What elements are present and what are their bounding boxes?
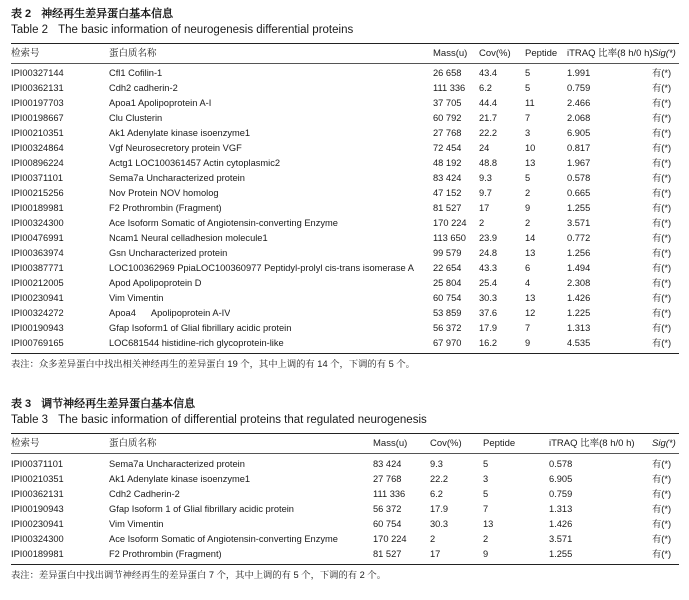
cell-accession: IPI00324300 <box>11 534 64 544</box>
cell-peptide: 6 <box>525 263 531 273</box>
cell-accession: IPI00189981 <box>11 549 64 559</box>
cell-mass: 56 372 <box>433 323 462 333</box>
cell-peptide: 2 <box>525 218 531 228</box>
cell-mass: 53 859 <box>433 308 462 318</box>
cell-protein-name: Gfap Isoform 1 of Glial fibrillary acidic protein <box>109 504 294 514</box>
cell-sig: 有(*) <box>652 188 672 198</box>
cell-cov: 9.3 <box>479 173 492 183</box>
cell-itraq-ratio: 1.426 <box>549 519 573 529</box>
cell-itraq-ratio: 6.905 <box>549 474 573 484</box>
cell-peptide: 9 <box>483 549 489 559</box>
table-2-caption-en: The basic information of neurogenesis differential proteins <box>58 24 354 36</box>
cell-sig: 有(*) <box>652 459 672 469</box>
cell-mass: 67 970 <box>433 338 462 348</box>
table-row <box>11 96 679 111</box>
header-itraq: iTRAQ 比率(8 h/0 h) <box>567 48 653 59</box>
header-peptide: Peptide <box>483 438 516 449</box>
table-3-caption-en: The basic information of differential proteins that regulated neurogenesis <box>58 414 427 426</box>
cell-itraq-ratio: 1.313 <box>549 504 573 514</box>
header-sig: Sig(*) <box>652 438 676 449</box>
cell-cov: 2 <box>479 218 485 228</box>
cell-mass: 22 654 <box>433 263 462 273</box>
cell-cov: 22.2 <box>479 128 498 138</box>
table-3-bottom-rule <box>11 564 679 565</box>
table-row <box>11 231 679 246</box>
cell-cov: 44.4 <box>479 98 498 108</box>
header-accession: 检索号 <box>11 438 40 449</box>
cell-accession: IPI00198667 <box>11 113 64 123</box>
cell-cov: 22.2 <box>430 474 449 484</box>
cell-itraq-ratio: 1.256 <box>567 248 591 258</box>
cell-sig: 有(*) <box>652 338 672 348</box>
cell-peptide: 11 <box>525 98 535 108</box>
table-row <box>11 201 679 216</box>
cell-sig: 有(*) <box>652 308 672 318</box>
cell-accession: IPI00210351 <box>11 128 64 138</box>
cell-accession: IPI00324864 <box>11 143 64 153</box>
header-protein-name: 蛋白质名称 <box>109 48 157 59</box>
cell-accession: IPI00210351 <box>11 474 64 484</box>
cell-sig: 有(*) <box>652 98 672 108</box>
cell-cov: 30.3 <box>430 519 449 529</box>
cell-protein-name: LOC100362969 PpiaLOC100360977 Peptidyl-prolyl cis-trans isomerase A <box>109 263 414 273</box>
cell-mass: 72 454 <box>433 143 462 153</box>
cell-itraq-ratio: 1.225 <box>567 308 591 318</box>
cell-sig: 有(*) <box>652 203 672 213</box>
cell-accession: IPI00212005 <box>11 278 64 288</box>
table-row <box>11 66 679 81</box>
table-row <box>11 276 679 291</box>
table-3-header-row <box>11 434 679 453</box>
cell-cov: 9.3 <box>430 459 443 469</box>
table-row <box>11 141 679 156</box>
cell-itraq-ratio: 0.578 <box>567 173 591 183</box>
cell-peptide: 4 <box>525 278 531 288</box>
cell-cov: 2 <box>430 534 436 544</box>
table-row <box>11 321 679 336</box>
cell-protein-name: Ace Isoform Somatic of Angiotensin-converting Enzyme <box>109 218 338 228</box>
cell-protein-name: Ak1 Adenylate kinase isoenzyme1 <box>109 128 251 138</box>
cell-peptide: 9 <box>525 338 531 348</box>
cell-peptide: 5 <box>525 68 531 78</box>
cell-mass: 83 424 <box>433 173 462 183</box>
cell-protein-name: Vgf Neurosecretory protein VGF <box>109 143 242 153</box>
cell-accession: IPI00230941 <box>11 293 64 303</box>
cell-protein-name: Nov Protein NOV homolog <box>109 188 219 198</box>
cell-itraq-ratio: 0.578 <box>549 459 573 469</box>
cell-cov: 9.7 <box>479 188 492 198</box>
cell-cov: 25.4 <box>479 278 498 288</box>
header-mass: Mass(u) <box>433 48 468 59</box>
cell-accession: IPI00230941 <box>11 519 64 529</box>
cell-cov: 24 <box>479 143 490 153</box>
cell-peptide: 5 <box>525 83 531 93</box>
table-row <box>11 186 679 201</box>
cell-accession: IPI00363974 <box>11 248 64 258</box>
table-row <box>11 156 679 171</box>
table-row <box>11 261 679 276</box>
table-3-caption-cn: 调节神经再生差异蛋白基本信息 <box>41 398 196 410</box>
cell-protein-name: Clu Clusterin <box>109 113 163 123</box>
cell-cov: 30.3 <box>479 293 498 303</box>
cell-sig: 有(*) <box>652 113 672 123</box>
table-3-title-en <box>11 412 679 428</box>
table-row <box>11 336 679 351</box>
cell-sig: 有(*) <box>652 158 672 168</box>
cell-protein-name: Sema7a Uncharacterized protein <box>109 459 245 469</box>
cell-mass: 47 152 <box>433 188 462 198</box>
cell-protein-name: Gfap Isoform1 of Glial fibrillary acidic protein <box>109 323 292 333</box>
cell-mass: 26 658 <box>433 68 462 78</box>
cell-protein-name: F2 Prothrombin (Fragment) <box>109 549 222 559</box>
cell-accession: IPI00476991 <box>11 233 64 243</box>
table-3-number-cn: 表 3 <box>11 398 32 410</box>
cell-mass: 60 754 <box>433 293 462 303</box>
cell-cov: 24.8 <box>479 248 498 258</box>
header-sig: Sig(*) <box>652 48 676 59</box>
table-row <box>11 472 679 487</box>
table-row <box>11 111 679 126</box>
table-3-note: 表注：差异蛋白中找出调节神经再生的差异蛋白 7 个，其中上调的有 5 个，下调的有 2 个。 <box>11 570 386 580</box>
cell-itraq-ratio: 0.665 <box>567 188 591 198</box>
cell-accession: IPI00327144 <box>11 68 64 78</box>
table-row <box>11 487 679 502</box>
table-row <box>11 246 679 261</box>
table-3-body <box>11 454 679 564</box>
cell-itraq-ratio: 1.494 <box>567 263 591 273</box>
cell-peptide: 14 <box>525 233 536 243</box>
cell-accession: IPI00362131 <box>11 489 64 499</box>
cell-mass: 81 527 <box>373 549 402 559</box>
table-3-number-en: Table 3 <box>11 414 49 426</box>
cell-mass: 48 192 <box>433 158 462 168</box>
cell-peptide: 2 <box>483 534 489 544</box>
cell-mass: 56 372 <box>373 504 402 514</box>
cell-sig: 有(*) <box>652 83 672 93</box>
table-row <box>11 291 679 306</box>
cell-sig: 有(*) <box>652 173 672 183</box>
cell-itraq-ratio: 1.426 <box>567 293 591 303</box>
table-row <box>11 216 679 231</box>
cell-protein-name: Sema7a Uncharacterized protein <box>109 173 245 183</box>
cell-sig: 有(*) <box>652 474 672 484</box>
cell-itraq-ratio: 2.068 <box>567 113 591 123</box>
cell-mass: 111 336 <box>433 83 466 93</box>
cell-cov: 37.6 <box>479 308 498 318</box>
cell-peptide: 10 <box>525 143 536 153</box>
cell-sig: 有(*) <box>652 68 672 78</box>
table-row <box>11 126 679 141</box>
cell-peptide: 7 <box>525 113 531 123</box>
cell-peptide: 5 <box>483 489 489 499</box>
cell-accession: IPI00896224 <box>11 158 64 168</box>
cell-sig: 有(*) <box>652 278 672 288</box>
cell-accession: IPI00362131 <box>11 83 64 93</box>
cell-accession: IPI00371101 <box>11 459 64 469</box>
cell-itraq-ratio: 3.571 <box>567 218 591 228</box>
cell-mass: 60 754 <box>373 519 402 529</box>
cell-itraq-ratio: 0.759 <box>549 489 573 499</box>
table-2-note: 表注：众多差异蛋白中找出相关神经再生的差异蛋白 19 个，其中上调的有 14 个，下调的有 5 个。 <box>11 359 415 369</box>
cell-peptide: 5 <box>525 173 531 183</box>
cell-itraq-ratio: 0.817 <box>567 143 591 153</box>
header-peptide: Peptide <box>525 48 558 59</box>
cell-sig: 有(*) <box>652 233 672 243</box>
table-3 <box>11 397 679 582</box>
cell-protein-name: LOC681544 histidine-rich glycoprotein-like <box>109 338 284 348</box>
cell-accession: IPI00387771 <box>11 263 64 273</box>
cell-accession: IPI00324300 <box>11 218 64 228</box>
cell-accession: IPI00189981 <box>11 203 64 213</box>
cell-mass: 27 768 <box>433 128 462 138</box>
table-2 <box>11 7 679 371</box>
header-protein-name: 蛋白质名称 <box>109 438 157 449</box>
header-cov: Cov(%) <box>430 438 462 449</box>
table-row <box>11 457 679 472</box>
cell-mass: 170 224 <box>433 218 467 228</box>
table-row <box>11 306 679 321</box>
cell-peptide: 13 <box>483 519 494 529</box>
cell-itraq-ratio: 6.905 <box>567 128 591 138</box>
cell-mass: 113 650 <box>433 233 466 243</box>
cell-sig: 有(*) <box>652 263 672 273</box>
cell-itraq-ratio: 1.967 <box>567 158 591 168</box>
table-2-caption-cn: 神经再生差异蛋白基本信息 <box>41 8 174 20</box>
cell-peptide: 2 <box>525 188 531 198</box>
table-row <box>11 517 679 532</box>
cell-sig: 有(*) <box>652 323 672 333</box>
table-2-number-en: Table 2 <box>11 24 49 36</box>
cell-accession: IPI00215256 <box>11 188 64 198</box>
cell-accession: IPI00769165 <box>11 338 64 348</box>
cell-sig: 有(*) <box>652 128 672 138</box>
cell-protein-name: Vim Vimentin <box>109 293 164 303</box>
cell-cov: 43.4 <box>479 68 498 78</box>
cell-protein-name: Ak1 Adenylate kinase isoenzyme1 <box>109 474 251 484</box>
cell-protein-name: Apod Apolipoprotein D <box>109 278 202 288</box>
cell-protein-name: Cdh2 cadherin-2 <box>109 83 178 93</box>
cell-sig: 有(*) <box>652 549 672 559</box>
cell-itraq-ratio: 0.772 <box>567 233 591 243</box>
cell-cov: 43.3 <box>479 263 498 273</box>
cell-protein-name: F2 Prothrombin (Fragment) <box>109 203 222 213</box>
cell-sig: 有(*) <box>652 489 672 499</box>
cell-mass: 111 336 <box>373 489 406 499</box>
cell-cov: 23.9 <box>479 233 498 243</box>
cell-mass: 99 579 <box>433 248 462 258</box>
table-row <box>11 547 679 562</box>
header-accession: 检索号 <box>11 48 40 59</box>
cell-accession: IPI00324272 <box>11 308 64 318</box>
cell-protein-name: Actg1 LOC100361457 Actin cytoplasmic2 <box>109 158 281 168</box>
cell-cov: 6.2 <box>430 489 443 499</box>
cell-cov: 6.2 <box>479 83 492 93</box>
cell-cov: 17 <box>430 549 441 559</box>
table-2-header-row <box>11 44 679 63</box>
cell-itraq-ratio: 3.571 <box>549 534 573 544</box>
header-mass: Mass(u) <box>373 438 408 449</box>
cell-peptide: 7 <box>525 323 531 333</box>
cell-mass: 27 768 <box>373 474 402 484</box>
cell-sig: 有(*) <box>652 143 672 153</box>
cell-peptide: 13 <box>525 293 536 303</box>
cell-sig: 有(*) <box>652 248 672 258</box>
cell-peptide: 3 <box>483 474 489 484</box>
cell-itraq-ratio: 2.308 <box>567 278 591 288</box>
cell-itraq-ratio: 4.535 <box>567 338 591 348</box>
cell-protein-name: Cdh2 Cadherin-2 <box>109 489 180 499</box>
cell-peptide: 5 <box>483 459 489 469</box>
cell-protein-name: Apoa4 Apolipoprotein A-IV <box>109 308 231 318</box>
table-row <box>11 81 679 96</box>
cell-cov: 17.9 <box>430 504 449 514</box>
table-2-bottom-rule <box>11 353 679 354</box>
cell-peptide: 9 <box>525 203 531 213</box>
table-2-title-en <box>11 22 679 38</box>
cell-peptide: 3 <box>525 128 531 138</box>
cell-mass: 170 224 <box>373 534 407 544</box>
cell-itraq-ratio: 1.255 <box>567 203 591 213</box>
cell-protein-name: Cfl1 Cofilin-1 <box>109 68 163 78</box>
cell-protein-name: Apoa1 Apolipoprotein A-I <box>109 98 212 108</box>
cell-accession: IPI00371101 <box>11 173 64 183</box>
cell-cov: 21.7 <box>479 113 498 123</box>
table-row <box>11 171 679 186</box>
cell-sig: 有(*) <box>652 504 672 514</box>
cell-mass: 37 705 <box>433 98 462 108</box>
cell-itraq-ratio: 2.466 <box>567 98 591 108</box>
table-row <box>11 532 679 547</box>
cell-cov: 16.2 <box>479 338 498 348</box>
cell-itraq-ratio: 1.313 <box>567 323 591 333</box>
cell-sig: 有(*) <box>652 534 672 544</box>
cell-cov: 17.9 <box>479 323 498 333</box>
cell-mass: 60 792 <box>433 113 462 123</box>
cell-mass: 25 804 <box>433 278 462 288</box>
cell-sig: 有(*) <box>652 519 672 529</box>
cell-accession: IPI00197703 <box>11 98 64 108</box>
table-2-number-cn: 表 2 <box>11 8 32 20</box>
header-itraq: iTRAQ 比率(8 h/0 h) <box>549 438 635 449</box>
cell-sig: 有(*) <box>652 293 672 303</box>
table-row <box>11 502 679 517</box>
cell-peptide: 12 <box>525 308 536 318</box>
cell-protein-name: Ncam1 Neural celladhesion molecule1 <box>109 233 268 243</box>
cell-peptide: 13 <box>525 248 536 258</box>
cell-accession: IPI00190943 <box>11 504 64 514</box>
table-3-title-cn <box>11 397 679 412</box>
cell-cov: 17 <box>479 203 490 213</box>
cell-mass: 81 527 <box>433 203 462 213</box>
cell-mass: 83 424 <box>373 459 402 469</box>
header-cov: Cov(%) <box>479 48 511 59</box>
table-2-title-cn <box>11 7 679 22</box>
table-2-body <box>11 64 679 353</box>
cell-cov: 48.8 <box>479 158 498 168</box>
cell-accession: IPI00190943 <box>11 323 64 333</box>
cell-protein-name: Ace Isoform Somatic of Angiotensin-converting Enzyme <box>109 534 338 544</box>
cell-itraq-ratio: 1.991 <box>567 68 591 78</box>
cell-protein-name: Gsn Uncharacterized protein <box>109 248 228 258</box>
cell-protein-name: Vim Vimentin <box>109 519 164 529</box>
cell-itraq-ratio: 1.255 <box>549 549 573 559</box>
cell-sig: 有(*) <box>652 218 672 228</box>
cell-itraq-ratio: 0.759 <box>567 83 591 93</box>
cell-peptide: 7 <box>483 504 489 514</box>
cell-peptide: 13 <box>525 158 536 168</box>
